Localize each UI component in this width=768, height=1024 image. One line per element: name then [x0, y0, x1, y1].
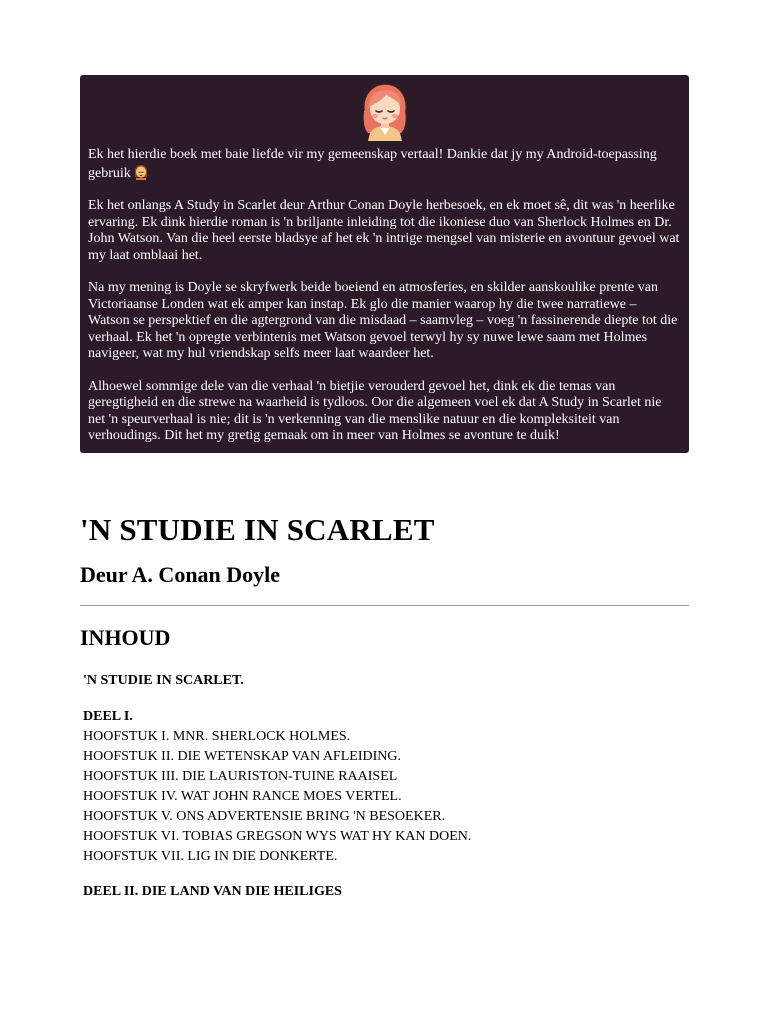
translator-note-card — [80, 75, 689, 453]
girl-avatar-icon — [356, 81, 414, 143]
toc-chapter-6-link[interactable]: HOOFSTUK VI. TOBIAS GREGSON WYS WAT HY KAN DOEN. — [83, 828, 472, 844]
intro-paragraph-3: Na my mening is Doyle se skryfwerk beide boeiend en atmosferies, en skilder aanskoulike prente van Victoriaanse Londen wat ek amper kan instap. Ek glo die manier waarop hy die twee narratiewe – Watson se perspektief en die agtergrond van die misdaad – saamvleg – voeg 'n fassinerende diepte tot die verhaal. Ek het 'n opregte verbintenis met Watson gevoel terwyl hy sy nuwe lewe saam met Holmes navigeer, wat my hul vriendskap selfs meer laat waardeer het. — [88, 280, 678, 361]
toc-chapter-2-link[interactable]: HOOFSTUK II. DIE WETENSKAP VAN AFLEIDING. — [83, 748, 401, 764]
toc-chapter-7-link[interactable]: HOOFSTUK VII. LIG IN DIE DONKERTE. — [83, 848, 338, 864]
smiling-person-emoji-icon — [133, 164, 149, 180]
intro-paragraph-4: Alhoewel sommige dele van die verhaal 'n bietjie verouderd gevoel het, dink ek die temas van geregtigheid en die strewe na waarheid is tydloos. Oor die algemeen voel ek dat A Study in Scarlet nie net 'n speurverhaal is nie; dit is 'n verkenning van die menslike natuur en die kompleksiteit van verhoudings. Dit het my gretig gemaak om in meer van Holmes se avonture te duik! — [88, 378, 662, 443]
toc-chapter-1-link[interactable]: HOOFSTUK I. MNR. SHERLOCK HOLMES. — [83, 728, 351, 744]
book-author: Deur A. Conan Doyle — [80, 561, 281, 587]
toc-chapter-3-link[interactable]: HOOFSTUK III. DIE LAURISTON-TUINE RAAISEL — [83, 768, 398, 784]
intro-paragraph-1-text: Ek het hierdie boek met baie liefde vir my gemeenskap vertaal! Dankie dat jy my Android-toepassing gebruik — [88, 147, 657, 181]
avatar — [88, 81, 681, 147]
divider — [80, 605, 689, 606]
table-of-contents — [83, 671, 689, 902]
toc-part-1-link[interactable]: DEEL I. — [83, 708, 133, 724]
toc-chapter-4-link[interactable]: HOOFSTUK IV. WAT JOHN RANCE MOES VERTEL. — [83, 788, 402, 804]
toc-heading: INHOUD — [80, 624, 171, 650]
intro-paragraph-1 — [88, 147, 681, 182]
book-title: 'N STUDIE IN SCARLET — [80, 511, 435, 547]
toc-part-2-link[interactable]: DEEL II. DIE LAND VAN DIE HEILIGES — [83, 883, 342, 899]
intro-paragraph-2: Ek het onlangs A Study in Scarlet deur Arthur Conan Doyle herbesoek, en ek moet sê, dit was 'n heerlike ervaring. Ek dink hierdie roman is 'n briljante inleiding tot die ikoniese duo van Sherlock Holmes en Dr. John Watson. Van die heel eerste bladsye af het ek 'n intrige mengsel van misterie en avontuur gevoel wat my laat omblaai het. — [88, 198, 680, 263]
toc-chapter-5-link[interactable]: HOOFSTUK V. ONS ADVERTENSIE BRING 'N BESOEKER. — [83, 808, 446, 824]
toc-book-title-link[interactable]: 'N STUDIE IN SCARLET. — [83, 672, 244, 688]
page-content — [80, 75, 689, 902]
